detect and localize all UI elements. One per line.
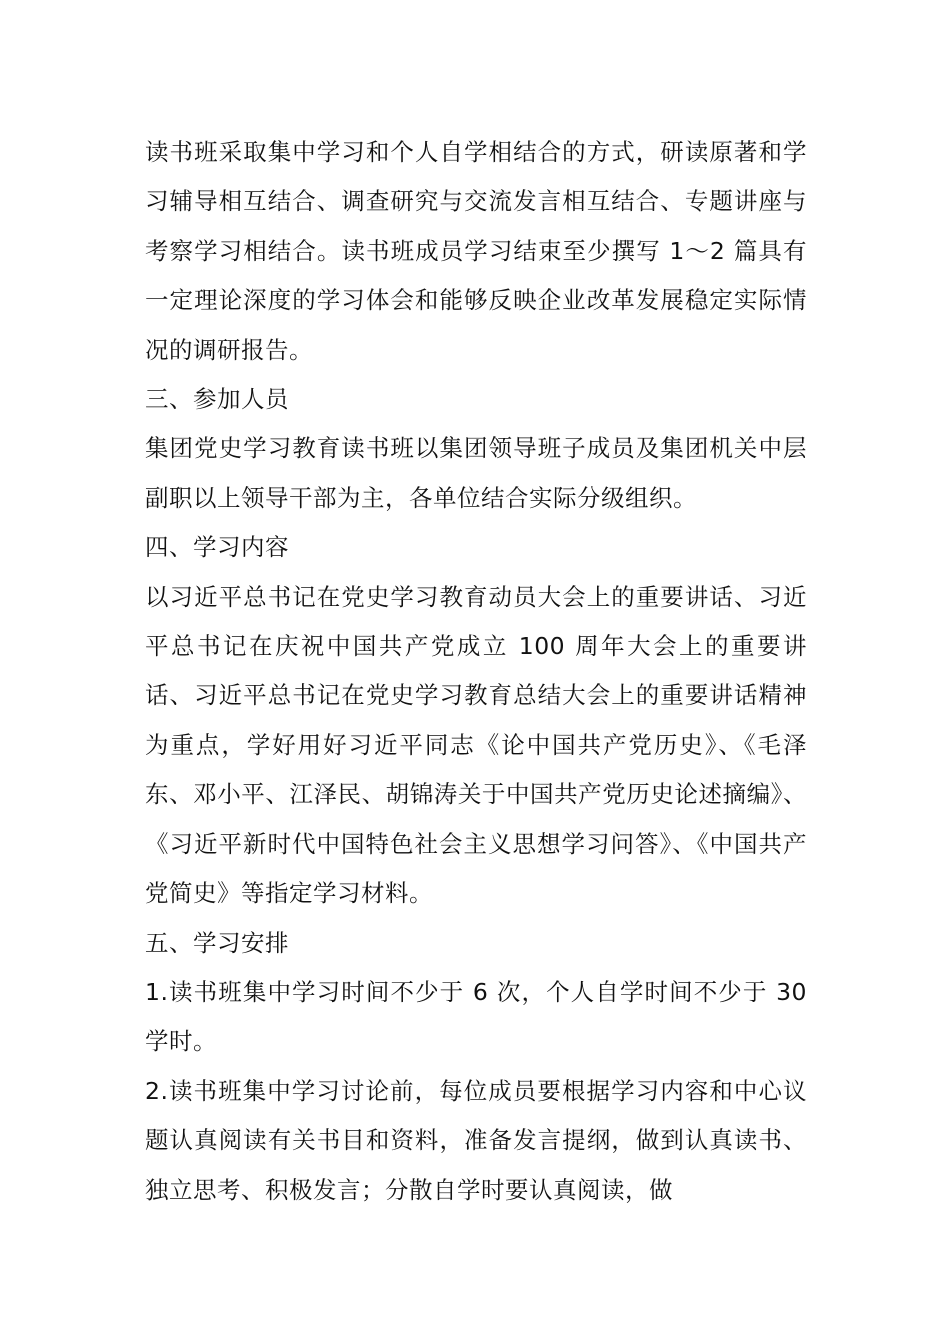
paragraph-arrangement-2: 2.读书班集中学习讨论前，每位成员要根据学习内容和中心议题认真阅读有关书目和资料，准备发言提纲，做到认真读书、独立思考、积极发言；分散自学时要认真阅读，做 [145,1076,807,1204]
paragraph-participants: 集团党史学习教育读书班以集团领导班子成员及集团机关中层副职以上领导干部为主，各单位结合实际分级组织。 [145,434,807,512]
paragraph-arrangement-1: 1.读书班集中学习时间不少于 6 次，个人自学时间不少于 30 学时。 [145,977,807,1056]
document-body [145,128,807,1215]
paragraph-study-content: 以习近平总书记在党史学习教育动员大会上的重要讲话、习近平总书记在庆祝中国共产党成立 100 周年大会上的重要讲话、习近平总书记在党史学习教育总结大会上的重要讲话精神为重点，学好用好习近平同志《论中国共产党历史》、《毛泽东、邓小平、江泽民、胡锦涛关于中国共产党历史论述摘编》、《习近平新时代中国特色社会主义思想学习问答》、《中国共产党简史》等指定学习材料。 [145,582,807,908]
heading-participants: 三、参加人员 [145,385,289,414]
heading-study-content: 四、学习内容 [145,533,289,562]
heading-study-arrangement: 五、学习安排 [145,928,289,957]
paragraph-study-method: 读书班采取集中学习和个人自学相结合的方式，研读原著和学习辅导相互结合、调查研究与交流发言相互结合、专题讲座与考察学习相结合。读书班成员学习结束至少撰写 1～2 篇具有一定理论深度的学习体会和能够反映企业改革发展稳定实际情况的调研报告。 [145,138,807,364]
